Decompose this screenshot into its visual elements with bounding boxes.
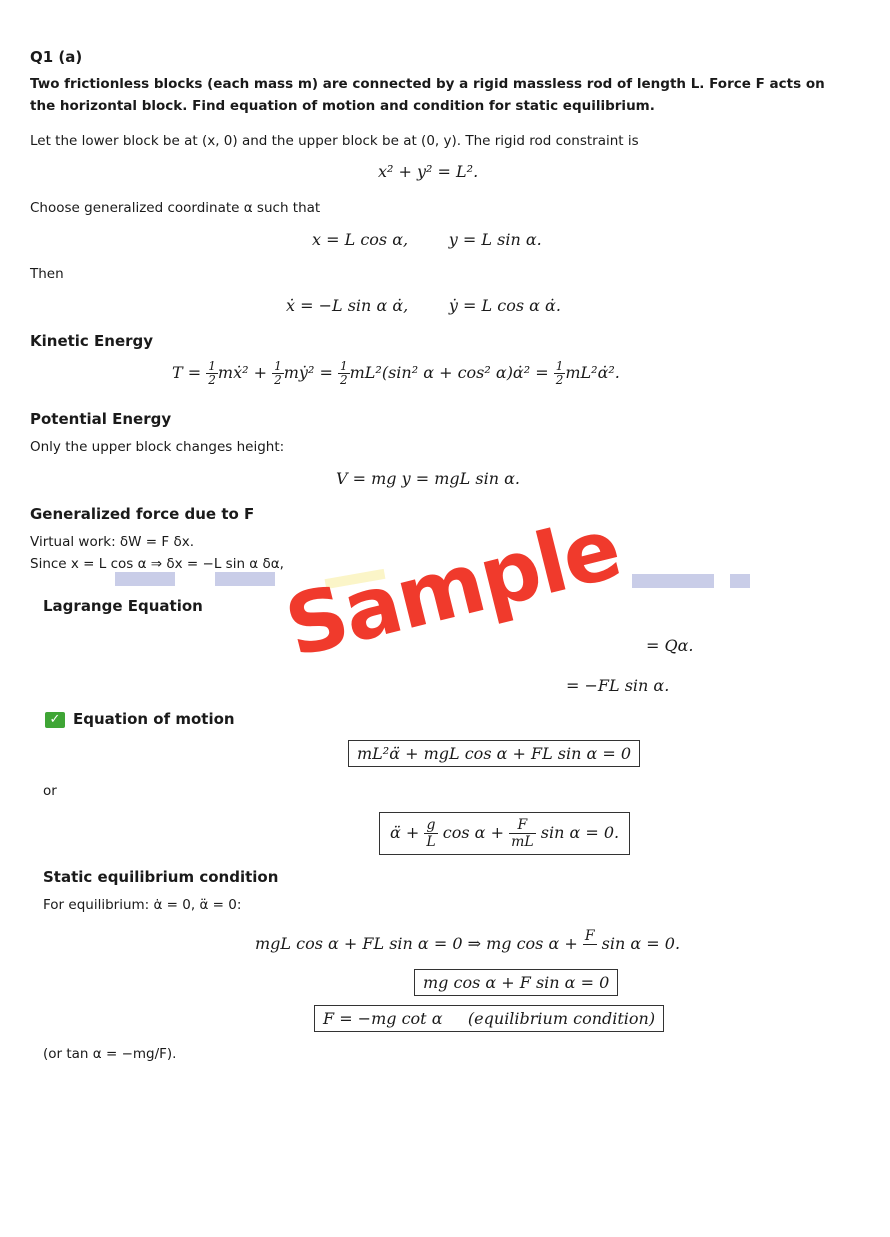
virtual-work-text: Virtual work: δW = F δx. [30, 534, 195, 550]
shade-fragment [730, 574, 750, 588]
since-text: Since x = L cos α ⇒ δx = −L sin α δα, [30, 556, 284, 572]
constraint-equation: x² + y² = L². [378, 162, 479, 181]
equation-of-motion-heading: ✓ Equation of motion [45, 710, 235, 728]
equation-of-motion-boxed-2: α̈ + $\frac{g}{L}$ cos α + $\frac{F}{mL}$ sin α = 0. [379, 812, 630, 855]
potential-energy-text: Only the upper block changes height: [30, 439, 285, 455]
potential-energy-equation: V = mg y = mgL sin α. [336, 469, 520, 488]
checkmark-icon: ✓ [45, 712, 65, 728]
choose-text: Choose generalized coordinate α such that [30, 200, 321, 216]
static-equilibrium-heading: Static equilibrium condition [43, 868, 279, 886]
question-title: Q1 (a) [30, 48, 83, 66]
then-text: Then [30, 266, 64, 282]
static-equation-boxed-3: F = −mg cot α (equilibrium condition) [314, 1005, 664, 1032]
or-text: or [43, 783, 57, 799]
problem-statement-line2: the horizontal block. Find equation of motion and condition for static equilibrium. [30, 98, 655, 114]
final-note: (or tan α = −mg/F). [43, 1046, 177, 1062]
sample-watermark: Sample [276, 498, 629, 676]
shade-fragment [215, 572, 275, 586]
setup-text: Let the lower block be at (x, 0) and the upper block be at (0, y). The rigid rod constraint is [30, 133, 639, 149]
problem-statement-line1: Two frictionless blocks (each mass m) are connected by a rigid massless rod of length L. Force F acts on [30, 76, 825, 92]
lagrange-heading: Lagrange Equation [43, 597, 203, 615]
velocity-equation: ẋ = −L sin α α̇, ẏ = L cos α α̇. [286, 296, 561, 315]
kinetic-energy-equation: T = $\frac{1}{2}$ mẋ² + $\frac{1}{2}$ mẏ² = $\frac{1}{2}$ mL²(sin² α + cos² α)α̇² = $\frac{1}{2}$ mL²α̇². [172, 359, 620, 387]
equilibrium-condition-text: For equilibrium: α̇ = 0, α̈ = 0: [43, 897, 242, 913]
shade-fragment [115, 572, 175, 586]
equation-of-motion-boxed-1: mL²α̈ + mgL cos α + FL sin α = 0 [348, 740, 640, 767]
generalized-force-heading: Generalized force due to F [30, 505, 255, 523]
generalized-force-fragment: = −FL sin α. [566, 676, 670, 695]
static-equation-boxed-2: mg cos α + F sin α = 0 [414, 969, 618, 996]
lagrange-equation-fragment: = Qα. [646, 636, 694, 655]
coordinate-equation: x = L cos α, y = L sin α. [312, 230, 542, 249]
potential-energy-heading: Potential Energy [30, 410, 172, 428]
kinetic-energy-heading: Kinetic Energy [30, 332, 154, 350]
shade-fragment [632, 574, 714, 588]
static-equation-1: mgL cos α + FL sin α = 0 ⇒ mg cos α + F sin α = 0. [255, 928, 681, 953]
